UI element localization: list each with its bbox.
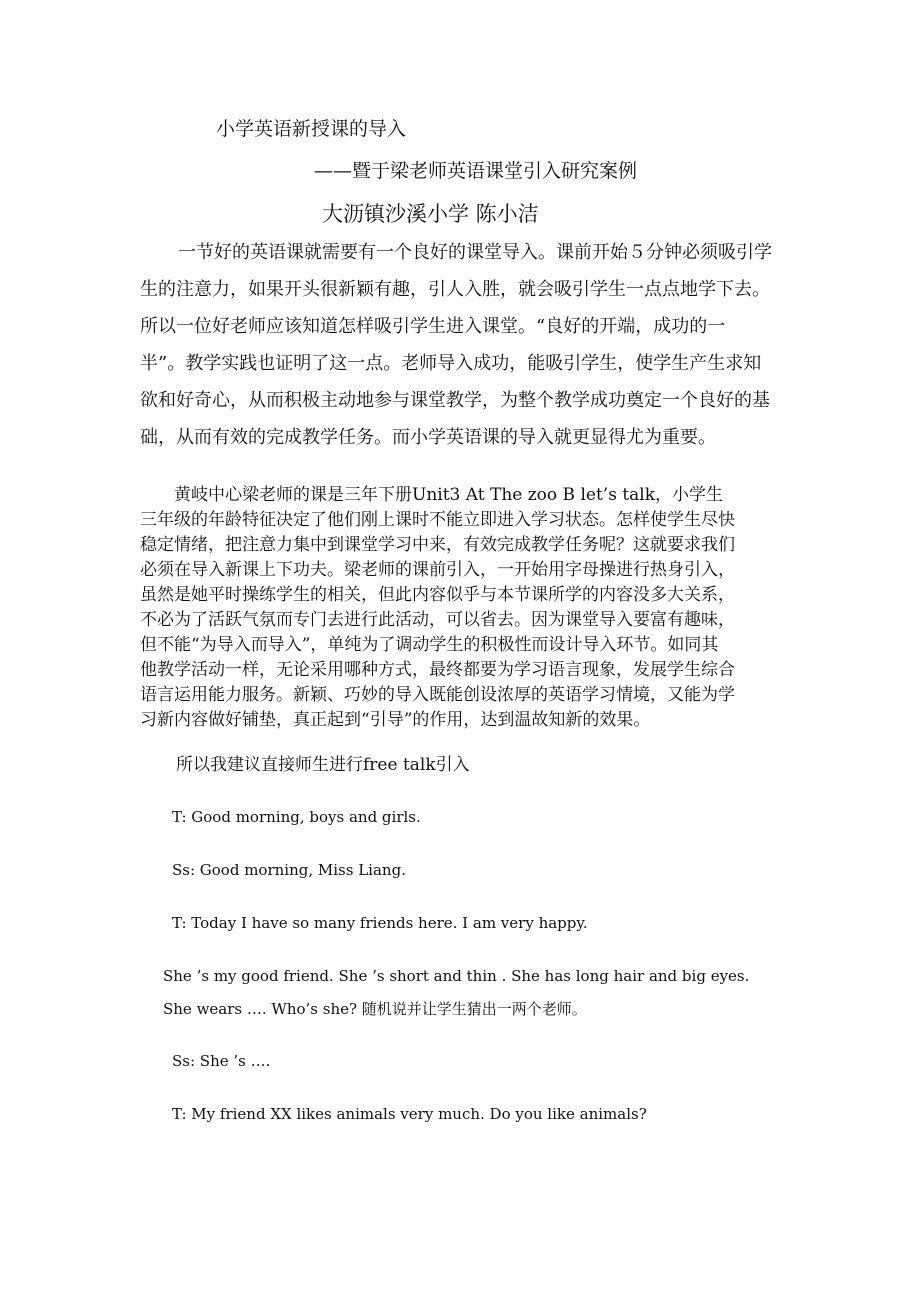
dialogue-line: Ss: She ’s …. — [172, 1052, 271, 1070]
paragraph-line: 必须在导入新课上下功夫。梁老师的课前引入，一开始用字母操进行热身引入， — [140, 560, 735, 580]
paragraph-line: 半”。教学实践也证明了这一点。老师导入成功，能吸引学生，使学生产生求知 — [140, 353, 762, 374]
document-title: 小学英语新授课的导入 — [216, 118, 407, 140]
paragraph-line: 生的注意力，如果开头很新颖有趣，引人入胜，就会吸引学生一点点地学下去。 — [140, 279, 770, 300]
dialogue-line: T: Today I have so many friends here. I am very happy. — [172, 914, 588, 932]
paragraph-line: 欲和好奇心，从而积极主动地参与课堂教学，为整个教学成功奠定一个良好的基 — [140, 390, 770, 411]
paragraph-line: 所以一位好老师应该知道怎样吸引学生进入课堂。“良好的开端，成功的一 — [140, 316, 726, 337]
paragraph-line: 但不能“为导入而导入”，单纯为了调动学生的积极性而设计导入环节。如同其 — [140, 635, 719, 655]
paragraph-line: 不必为了活跃气氛而专门去进行此活动，可以省去。因为课堂导入要富有趣味， — [140, 610, 735, 630]
paragraph-line: 三年级的年龄特征决定了他们刚上课时不能立即进入学习状态。怎样使学生尽快 — [140, 510, 735, 530]
suggestion-line: 所以我建议直接师生进行free talk引入 — [176, 755, 470, 775]
dialogue-line: T: Good morning, boys and girls. — [172, 808, 421, 826]
document-author: 大沥镇沙溪小学 陈小洁 — [322, 202, 539, 226]
paragraph-line: 语言运用能力服务。新颖、巧妙的导入既能创设浓厚的英语学习情境，又能为学 — [140, 685, 735, 705]
dialogue-line: Ss: Good morning, Miss Liang. — [172, 861, 406, 879]
paragraph-line: 他教学活动一样，无论采用哪种方式，最终都要为学习语言现象，发展学生综合 — [140, 660, 735, 680]
dialogue-line: She ’s my good friend. She ’s short and thin . She has long hair and big eyes. — [163, 967, 750, 985]
paragraph-line: 稳定情绪，把注意力集中到课堂学习中来，有效完成教学任务呢？这就要求我们 — [140, 535, 735, 555]
document-subtitle: ——暨于梁老师英语课堂引入研究案例 — [314, 160, 638, 182]
paragraph-line: 础，从而有效的完成教学任务。而小学英语课的导入就更显得尤为重要。 — [140, 427, 716, 448]
paragraph-line: 黄岐中心梁老师的课是三年下册Unit3 At The zoo B let’s talk，小学生 — [174, 485, 724, 505]
paragraph-line: 虽然是她平时操练学生的相关，但此内容似乎与本节课所学的内容没多大关系， — [140, 585, 735, 605]
paragraph-line: 一节好的英语课就需要有一个良好的课堂导入。课前开始５分钟必须吸引学 — [178, 242, 772, 263]
paragraph-line: 习新内容做好铺垫，真正起到“引导”的作用，达到温故知新的效果。 — [140, 710, 651, 730]
dialogue-line: She wears …. Who’s she? 随机说并让学生猜出一两个老师。 — [163, 1000, 587, 1018]
dialogue-line: T: My friend XX likes animals very much. Do you like animals? — [172, 1105, 647, 1123]
